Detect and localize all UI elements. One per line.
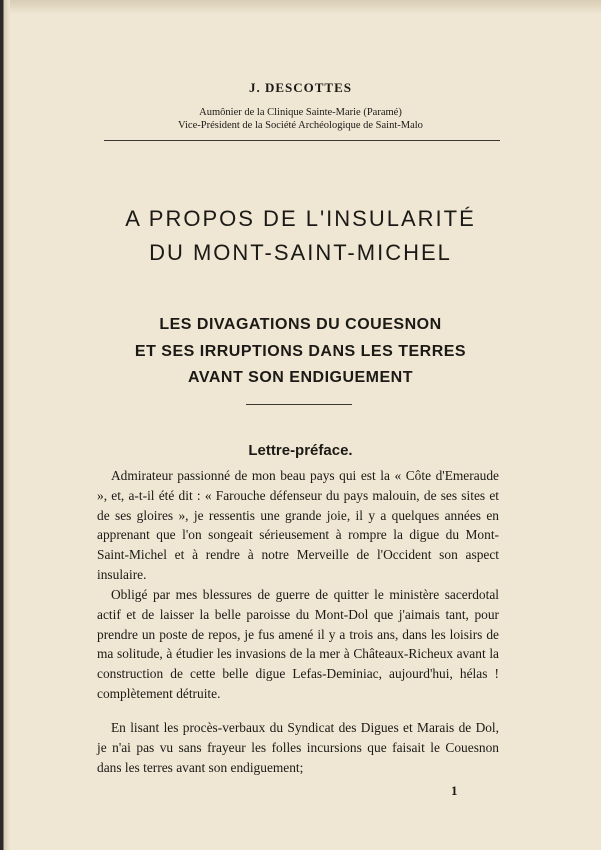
- main-title-line-2: DU MONT-SAINT-MICHEL: [149, 240, 452, 265]
- body-paragraph-2: Obligé par mes blessures de guerre de quitter le ministère sacerdotal actif et de laisser la belle paroisse du Mont-Dol que j'aimais tant, pour prendre un poste de repos, je fus amené il y a trois ans, dans les loisirs de ma solitude, à étudier les invasions de la mer à Châteaux-Richeux avant la construction de cette belle digue Lefas-Deminiac, aujourd'hui, hélas ! complètement détruite.: [97, 587, 499, 701]
- subtitle-line-3: AVANT SON ENDIGUEMENT: [187, 369, 414, 386]
- author-affiliation-line-2: Vice-Président de la Société Archéologique de Saint-Malo: [178, 120, 423, 131]
- section-title: Lettre-préface.: [248, 442, 353, 459]
- page-top-edge: [0, 0, 601, 14]
- header-divider: [104, 140, 500, 141]
- body-paragraph-3: En lisant les procès-verbaux du Syndicat des Digues et Marais de Dol, je n'ai pas vu sans frayeur les folles incursions que faisait le Couesnon dans les terres avant son endiguement;: [97, 720, 499, 775]
- body-paragraph-1: Admirateur passionné de mon beau pays qui est la « Côte d'Emeraude », et, a-t-il été dit : « Farouche défenseur du pays malouin, de ses sites et de ses gloires », je ressentis une grande joie, il y a quelques années en apprenant que l'on songeait sérieusement à rompre la digue du Mont-Saint-Michel et à rendre à notre Merveille de l'Occident son aspect insulaire.: [97, 468, 499, 582]
- section-divider: [246, 404, 352, 405]
- main-title-line-1: A PROPOS DE L'INSULARITÉ: [125, 206, 476, 231]
- subtitle-line-1: LES DIVAGATIONS DU COUESNON: [159, 316, 442, 333]
- page-number: 1: [451, 783, 458, 798]
- subtitle-line-2: ET SES IRRUPTIONS DANS LES TERRES: [134, 343, 467, 360]
- author-affiliation-line-1: Aumônier de la Clinique Sainte-Marie (Paramé): [199, 107, 402, 118]
- author-name: J. DESCOTTES: [248, 80, 353, 95]
